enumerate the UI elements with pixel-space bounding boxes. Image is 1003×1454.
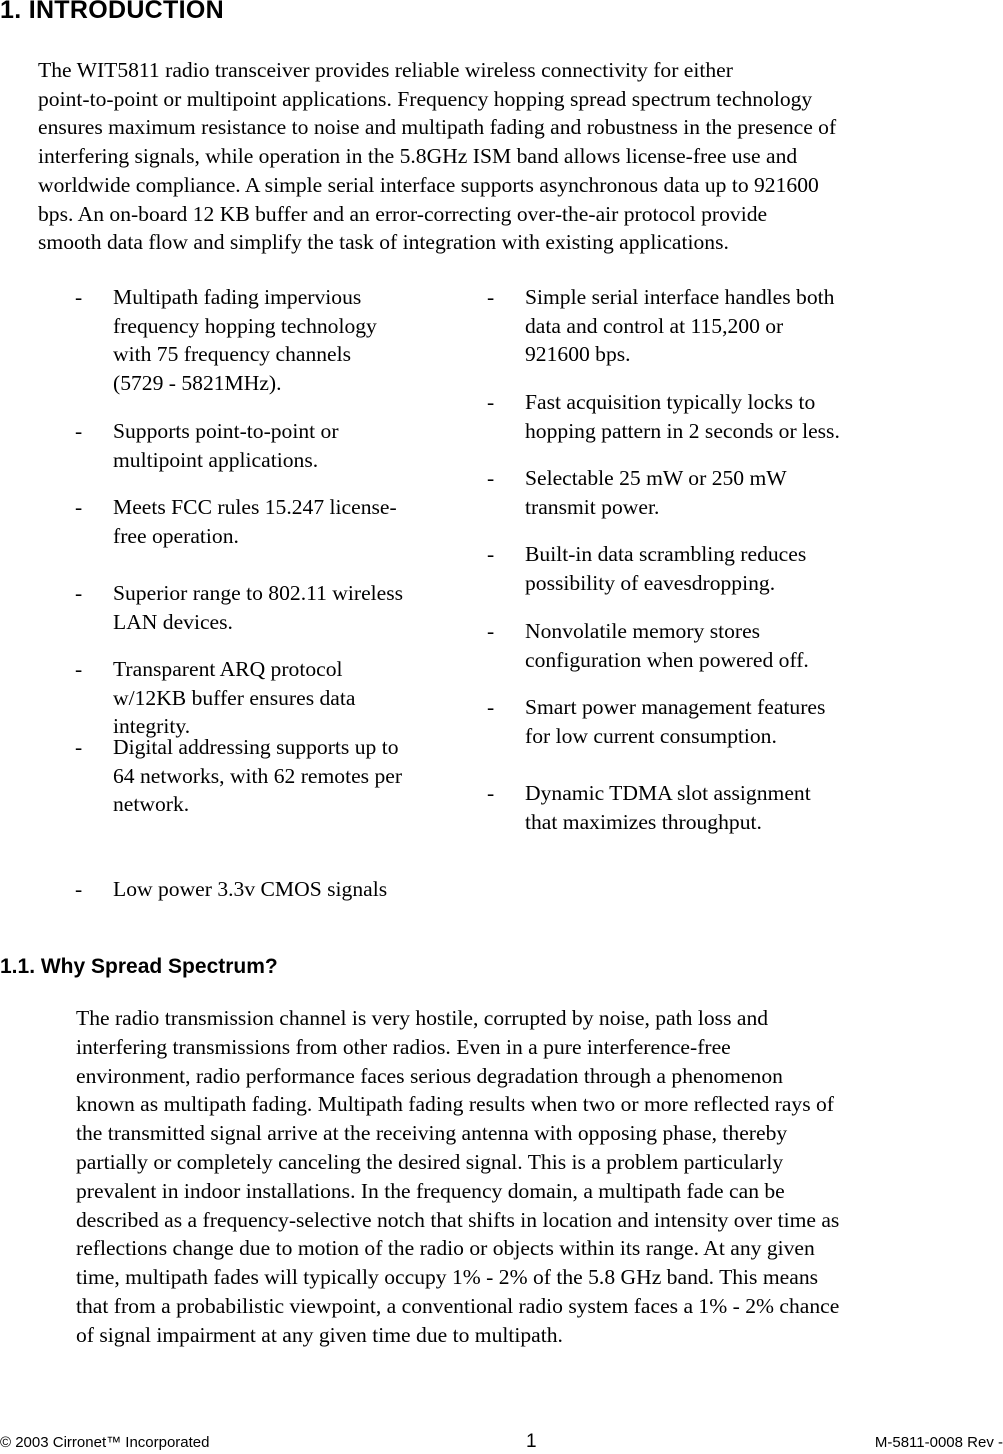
bullet-line: Multipath fading impervious [113, 285, 362, 309]
body-line: reflections change due to motion of the radio or objects within its range. At any given [76, 1236, 815, 1261]
bullet-line: frequency hopping technology [113, 313, 377, 338]
bullet-line: Supports point-to-point or [113, 419, 339, 443]
bullet-line: possibility of eavesdropping. [525, 570, 776, 595]
bullet-line: LAN devices. [113, 609, 233, 634]
bullet-line: Digital addressing supports up to [113, 735, 399, 759]
body-line: known as multipath fading. Multipath fading results when two or more reflected rays of [76, 1092, 834, 1117]
intro-line: worldwide compliance. A simple serial interface supports asynchronous data up to 921600 [38, 172, 819, 197]
bullet-dash: - [75, 419, 83, 443]
bullet-dash: - [487, 619, 495, 643]
bullet-line: Built-in data scrambling reduces [525, 542, 807, 566]
bullet-dash: - [75, 735, 83, 759]
body-line: The radio transmission channel is very hostile, corrupted by noise, path loss and [76, 1006, 769, 1030]
bullet-line: Meets FCC rules 15.247 license- [113, 495, 397, 519]
bullet-line: Smart power management features [525, 695, 826, 719]
intro-line: interfering signals, while operation in the 5.8GHz ISM band allows license-free use and [38, 144, 798, 169]
bullet-line: 64 networks, with 62 remotes per [113, 763, 403, 788]
bullet-line: data and control at 115,200 or [525, 313, 784, 338]
bullet-dash: - [75, 657, 83, 681]
bullet-line: Superior range to 802.11 wireless [113, 581, 404, 605]
bullet-dash: - [487, 466, 495, 490]
bullet-dash: - [487, 542, 495, 566]
body-line: that from a probabilistic viewpoint, a conventional radio system faces a 1% - 2% chance [76, 1294, 840, 1318]
bullet-line: integrity. [113, 714, 191, 738]
bullet-dash: - [75, 285, 83, 309]
bullet-line: Low power 3.3v CMOS signals [113, 877, 388, 901]
bullet-line: Dynamic TDMA slot assignment [525, 781, 811, 805]
footer-copyright: © 2003 Cirronet™ Incorporated [0, 1434, 210, 1451]
bullet-line: w/12KB buffer ensures data [113, 685, 356, 710]
bullet-dash: - [75, 877, 83, 901]
bullet-dash: - [75, 581, 83, 605]
bullet-line: Simple serial interface handles both [525, 285, 835, 309]
body-line: of signal impairment at any given time due to multipath. [76, 1322, 563, 1347]
bullet-dash: - [487, 781, 495, 805]
body-line: time, multipath fades will typically occupy 1% - 2% of the 5.8 GHz band. This means [76, 1265, 819, 1290]
footer-doc-id: M-5811-0008 Rev - [874, 1434, 1003, 1451]
body-line: partially or completely canceling the desired signal. This is a problem particularly [76, 1150, 784, 1174]
bullet-line: multipoint applications. [113, 447, 319, 472]
bullet-dash: - [75, 495, 83, 519]
bullet-line: Nonvolatile memory stores [525, 619, 761, 643]
body-line: prevalent in indoor installations. In the frequency domain, a multipath fade can be [76, 1178, 785, 1203]
intro-line: bps. An on-board 12 KB buffer and an error-correcting over-the-air protocol provide [38, 201, 768, 226]
footer-page-number: 1 [526, 1431, 537, 1452]
bullet-dash: - [487, 285, 495, 309]
bullet-dash: - [487, 390, 495, 414]
intro-line: smooth data flow and simplify the task of integration with existing applications. [38, 230, 729, 255]
bullet-line: with 75 frequency channels [113, 342, 352, 366]
bullet-line: (5729 - 5821MHz). [113, 370, 282, 395]
bullet-line: for low current consumption. [525, 723, 777, 748]
bullet-line: Selectable 25 mW or 250 mW [525, 466, 787, 490]
intro-line: ensures maximum resistance to noise and multipath fading and robustness in the presence of [38, 115, 837, 140]
bullet-line: configuration when powered off. [525, 647, 809, 672]
body-line: environment, radio performance faces serious degradation through a phenomenon [76, 1063, 783, 1088]
section-heading: 1. INTRODUCTION [0, 0, 224, 24]
intro-line: point-to-point or multipoint applications. Frequency hopping spread spectrum technology [38, 86, 813, 111]
body-line: the transmitted signal arrive at the receiving antenna with opposing phase, thereby [76, 1121, 788, 1146]
bullet-line: Fast acquisition typically locks to [525, 390, 816, 414]
bullet-line: transmit power. [525, 494, 660, 519]
bullet-line: that maximizes throughput. [525, 809, 762, 834]
subsection-heading: 1.1. Why Spread Spectrum? [0, 955, 278, 978]
bullet-line: free operation. [113, 523, 239, 548]
body-line: described as a frequency-selective notch that shifts in location and intensity over time as [76, 1207, 840, 1232]
bullet-line: Transparent ARQ protocol [113, 657, 343, 681]
bullet-line: hopping pattern in 2 seconds or less. [525, 418, 840, 443]
body-line: interfering transmissions from other radios. Even in a pure interference-free [76, 1034, 731, 1059]
bullet-dash: - [487, 695, 495, 719]
bullet-line: 921600 bps. [525, 342, 631, 366]
bullet-line: network. [113, 792, 190, 816]
intro-line: The WIT5811 radio transceiver provides reliable wireless connectivity for either [38, 58, 733, 82]
